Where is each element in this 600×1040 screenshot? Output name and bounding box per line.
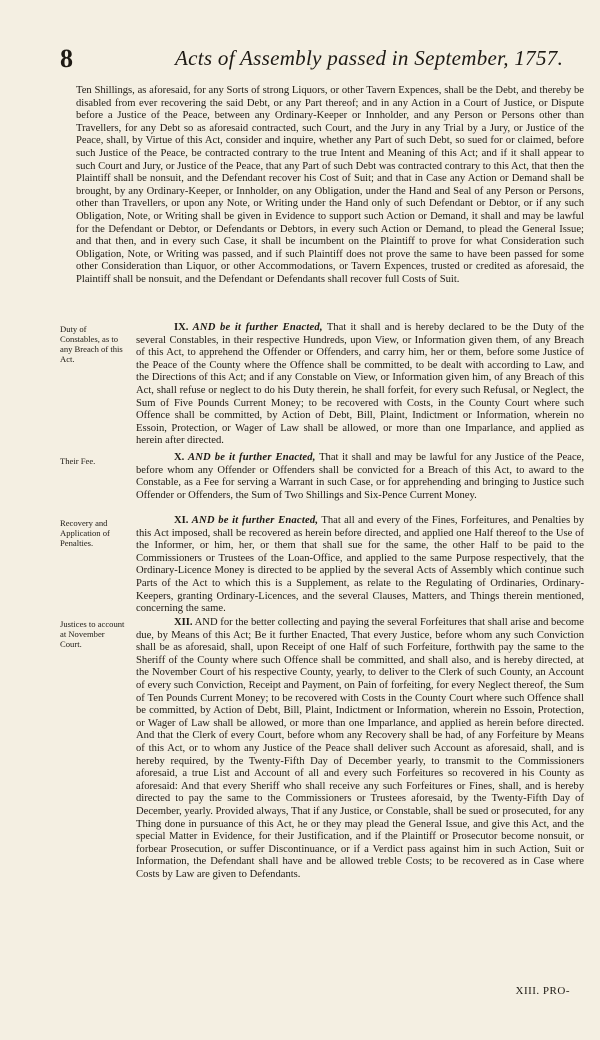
section-text: That it shall and is hereby declared to be the Duty of the several Constables, in their respective Hundreds, upon View, or Information given them, of any Breach of this Act, to apprehend the Offender or Offenders, and carry him, her or them, before some Justice of the Peace of the County where the Offence shall be committed, to be dealt with according to Law, and the Directions of this Act; and if any Constable on View, or Information given him, of any Breach of this Act, shall refuse or neglect to do his Duty therein, he shall forfeit, for every such Refusal, or Neglect, the Sum of Five Pounds Current Money; to be recovered with Costs, in the County Court where such Offence shall be committed, by Action of Debt, Bill, Plaint, Indictment or Information, wherein no Essoin, Protection, or Wager of Law shall be allowed, or more than one Imparlance, and applied as herein after directed. (136, 322, 585, 447)
sidenote-duty-of-constables: Duty of Constables, as to any Breach of this Act. (60, 324, 123, 364)
paragraph-xii (136, 617, 584, 881)
sidenote-justices-account: Justices to account at November Court. (60, 619, 125, 649)
paragraph-continuation (76, 85, 584, 287)
paragraph-ix (136, 322, 584, 448)
section-text: That it shall and may be lawful for any Justice of the Peace, before whom any Offender or Offenders shall be convicted for a Breach of this Act, to award to the Constable, as a Fee for serving a Warrant in such Case, or for apprehending and bringing to Justice such Offender or Offenders, the Sum of Two Shillings and Six-Pence Current Money. (136, 452, 584, 501)
section-number: IX. (174, 322, 189, 333)
catchword: XIII. PRO- (515, 985, 570, 997)
paragraph-x (136, 452, 584, 502)
enacting-clause: AND be it further Enacted, (192, 322, 323, 333)
paragraph-text: Ten Shillings, as aforesaid, for any Sorts of strong Liquors, or other Tavern Expences, shall be the Debt, and thereby be disabled from ever recovering the said Debt, or any Part thereof; and in any Action in a Court of Justice, or Dispute before a Justice of the Peace, between any Ordinary-Keeper or Innholder, and any Person or Persons other than Travellers, for any Debt so as aforesaid contracted, such Court, and the Jury in any Trial by a Jury, or Justice of the Peace, shall, by Virtue of this Act, consider and inquire, whether any Part of such Debt, so sued for or claimed, before such Justice of the Peace, be contracted contrary to the true Intent and Meaning of this Act; and if it shall appear to such Court and Jury, or Justice of the Peace, that any Part of such Debt was contracted contrary to this Act, that then the Plaintiff shall be nonsuit, and the Defendant recover his Cost of Suit; and that in Case any Action or Demand shall be brought, by any Ordinary-Keeper, or Innholder, on any Obligation, under the Hand and Seal of any Person or Persons, other than Travellers, or upon any Note, or Writing under the Hand only of such Defendant or Debtor, or if any such Obligation, Note, or Writing shall be given in Evidence to support such Action or Demand, it shall and may be lawful for the Defendant or Debtor, or Defendants or Debtors, in every such Action or Demand, to plead the General Issue; and that then, and in every such Case, it shall be incumbent on the Plaintiff to prove for what Consideration such Obligation, Note, or Writing was passed, and if such Plaintiff does not prove the same to have been passed for some other Consideration than Liquor, or other Accommodations, or Tavern Expences, trusted or credited as aforesaid, the Plaintiff shall be nonsuit, and the Defendant or Defendants shall recover full Costs of Suit. (76, 85, 584, 285)
running-title: Acts of Assembly passed in September, 1757. (175, 46, 564, 70)
section-text: AND for the better collecting and paying the several Forfeitures that shall arise and become due, by Means of this Act; Be it further Enacted, That every Justice, before whom any such Conviction shall be as aforesaid, shall, upon Receipt of one Half of such Forfeiture, forthwith pay the same to the Sheriff of the County where such Offence shall be committed, and shall also, and is hereby directed, at the November Court of his respective County, yearly, to deliver to the Clerk of such County, an Account of every such Conviction, Receipt and Payment, on Pain of forfeiting, for every Neglect thereof, the Sum of Ten Pounds Current Money; to be recovered with Costs in the County Court where such Offence shall be committed, by Action of Debt, Bill, Plaint, Indictment or Information, wherein no Essoin, Protection, or Wager of Law shall be allowed, or more than one Imparlance, and applied as herein before directed. And that the Clerk of every Court, before whom any Recovery shall be had, of any Forfeiture by Means of this Act, or to whom any Justice of the Peace shall deliver such Account as aforesaid, shall, and is hereby required, by the Twenty-Fifth Day of December yearly, to transmit to the Commissioners aforesaid, a true List and Account of all and every such Forfeitures so recovered in his County as aforesaid: And that every Sheriff who shall receive any such Forfeitures or Fines, shall, and is hereby directed to pay the same to the Commissioners or Trustees aforesaid, by the Twenty-Fifth Day of December, yearly. Provided always, That if any Justice, or Constable, shall be sued or prosecuted, for any Thing done in pursuance of this Act, he or they may plead the General Issue, and give this Act, and the special Matter in Evidence, for their Justification, and if the Plaintiff or Prosecutor become nonsuit, or forbear Prosecution, or suffer Discontinuance, or if a Verdict pass against him in such Action, Suit or Information, the Defendant shall have and be allowed treble Costs; to be recovered as in Case where Costs by Law are given to Defendants. (136, 617, 584, 880)
page-header (60, 38, 580, 78)
page-number: 8 (60, 44, 73, 73)
sidenote-their-fee: Their Fee. (60, 456, 96, 466)
enacting-clause: AND be it further Enacted, (187, 452, 316, 463)
section-number: X. (174, 452, 185, 463)
paragraph-body (136, 515, 584, 616)
paragraph-body (136, 322, 584, 448)
sidenote-recovery-penalties: Recovery and Application of Penalties. (60, 518, 110, 548)
section-number: XI. (174, 515, 189, 526)
paragraph-xi (136, 515, 584, 616)
paragraph-body (136, 617, 584, 881)
paragraph-body (136, 452, 584, 502)
section-text: That all and every of the Fines, Forfeitures, and Penalties by this Act imposed, shall be recovered as herein before directed, and applied one Half thereof to the Use of the Informer, or him, her, or them that shall sue for the same, the other Half to be paid to the Commissioners or Trustees of the Loan-Office, and applied to the same Purpose respectively, that the Ordinary-Licence Money is directed to be applied by the several Acts of Assembly which continue such Parts of the Act to which this is a Supplement, as relate to the Regulating of Ordinaries, Ordinary-Keepers, granting Ordinary-Licences, and the several Clauses, Matters, and Things therein mentioned, concerning the same. (136, 515, 585, 615)
section-number: XII. (174, 617, 193, 628)
enacting-clause: AND be it further Enacted, (191, 515, 319, 526)
